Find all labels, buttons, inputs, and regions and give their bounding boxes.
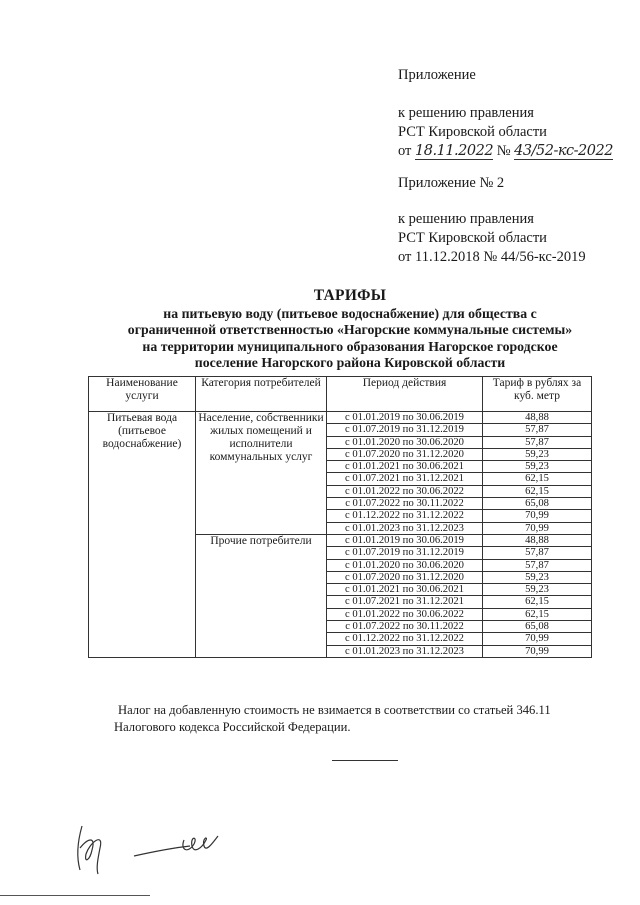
appendix-1-line2: РСТ Кировской области [398, 124, 547, 140]
tariff-cell: 65,08 [483, 498, 592, 510]
table-row [89, 412, 592, 424]
tax-note [114, 702, 618, 736]
tariff-table [88, 376, 592, 658]
period-cell: с 01.07.2020 по 31.12.2020 [327, 448, 483, 460]
title-line3: на территории муниципального образования Нагорское городское [142, 338, 558, 354]
document-title [60, 288, 640, 372]
table-header-row [89, 377, 592, 412]
date-prefix: от [398, 143, 412, 159]
tariff-cell: 70,99 [483, 510, 592, 522]
period-cell: с 01.01.2022 по 30.06.2022 [327, 608, 483, 620]
handwritten-number: 43/52-кс-2022 [514, 143, 613, 159]
tax-note-line1: Налог на добавленную стоимость не взимается в соответствии со статьей 346.11 [118, 703, 551, 717]
signature-2-icon [132, 826, 222, 866]
period-cell: с 01.07.2021 по 31.12.2021 [327, 596, 483, 608]
end-divider [332, 760, 398, 761]
appendix-1-date-line [398, 142, 628, 161]
period-cell: с 01.01.2021 по 30.06.2021 [327, 461, 483, 473]
period-cell: с 01.12.2022 по 31.12.2022 [327, 633, 483, 645]
header-period: Период действия [327, 377, 483, 412]
tariff-cell: 70,99 [483, 645, 592, 657]
appendix-1-title: Приложение [398, 67, 476, 83]
table-body [89, 412, 592, 658]
tariff-cell: 57,87 [483, 559, 592, 571]
service-name-cell: Питьевая вода (питьевое водоснабжение) [89, 412, 196, 658]
appendix-2-line1: к решению правления [398, 211, 534, 227]
tariff-cell: 62,15 [483, 473, 592, 485]
period-cell: с 01.07.2020 по 31.12.2020 [327, 571, 483, 583]
tariff-cell: 62,15 [483, 485, 592, 497]
period-cell: с 01.01.2020 по 30.06.2020 [327, 559, 483, 571]
tariff-cell: 48,88 [483, 534, 592, 546]
period-cell: с 01.01.2020 по 30.06.2020 [327, 436, 483, 448]
tariff-cell: 62,15 [483, 596, 592, 608]
tariff-cell: 57,87 [483, 547, 592, 559]
tariff-cell: 70,99 [483, 633, 592, 645]
period-cell: с 01.07.2021 по 31.12.2021 [327, 473, 483, 485]
period-cell: с 01.07.2019 по 31.12.2019 [327, 547, 483, 559]
appendix-2-decision [398, 210, 628, 267]
period-cell: с 01.07.2022 по 30.11.2022 [327, 621, 483, 633]
appendix-2-title: Приложение № 2 [398, 175, 505, 191]
period-cell: с 01.01.2023 по 31.12.2023 [327, 645, 483, 657]
title-line1: на питьевую воду (питьевое водоснабжение) для общества с [163, 305, 537, 321]
appendix-2-header [398, 174, 628, 193]
tariff-cell: 57,87 [483, 436, 592, 448]
period-cell: с 01.01.2019 по 30.06.2019 [327, 412, 483, 424]
period-cell: с 01.01.2019 по 30.06.2019 [327, 534, 483, 546]
appendix-1-decision [398, 104, 628, 161]
tariff-cell: 62,15 [483, 608, 592, 620]
tariff-cell: 59,23 [483, 448, 592, 460]
tariff-cell: 59,23 [483, 461, 592, 473]
period-cell: с 01.07.2019 по 31.12.2019 [327, 424, 483, 436]
period-cell: с 01.12.2022 по 31.12.2022 [327, 510, 483, 522]
header-service: Наименование услуги [89, 377, 196, 412]
header-category: Категория потребителей [196, 377, 327, 412]
title-line4: поселение Нагорского района Кировской области [194, 355, 506, 370]
number-prefix: № [496, 143, 511, 159]
category-cell: Население, собственники жилых помещений и исполнители коммунальных услуг [196, 412, 327, 535]
appendix-1-header [398, 66, 628, 85]
header-tariff: Тариф в рублях за куб. метр [483, 377, 592, 412]
appendix-2-line3: от 11.12.2018 № 44/56-кс-2019 [398, 249, 586, 265]
handwritten-date: 18.11.2022 [415, 143, 494, 159]
bottom-line [0, 895, 150, 896]
title-main: ТАРИФЫ [313, 287, 387, 304]
period-cell: с 01.07.2022 по 30.11.2022 [327, 498, 483, 510]
title-line2: ограниченной ответственностью «Нагорские коммунальные системы» [127, 322, 573, 337]
appendix-1-line1: к решению правления [398, 105, 534, 121]
tariff-cell: 70,99 [483, 522, 592, 534]
tax-note-line2: Налогового кодекса Российской Федерации. [114, 720, 351, 734]
appendix-2-line2: РСТ Кировской области [398, 230, 547, 246]
category-cell: Прочие потребители [196, 534, 327, 657]
period-cell: с 01.01.2023 по 31.12.2023 [327, 522, 483, 534]
tariff-cell: 59,23 [483, 584, 592, 596]
tariff-cell: 59,23 [483, 571, 592, 583]
tariff-cell: 48,88 [483, 412, 592, 424]
period-cell: с 01.01.2022 по 30.06.2022 [327, 485, 483, 497]
tariff-cell: 57,87 [483, 424, 592, 436]
period-cell: с 01.01.2021 по 30.06.2021 [327, 584, 483, 596]
tariff-cell: 65,08 [483, 621, 592, 633]
signature-1-icon [70, 818, 120, 878]
